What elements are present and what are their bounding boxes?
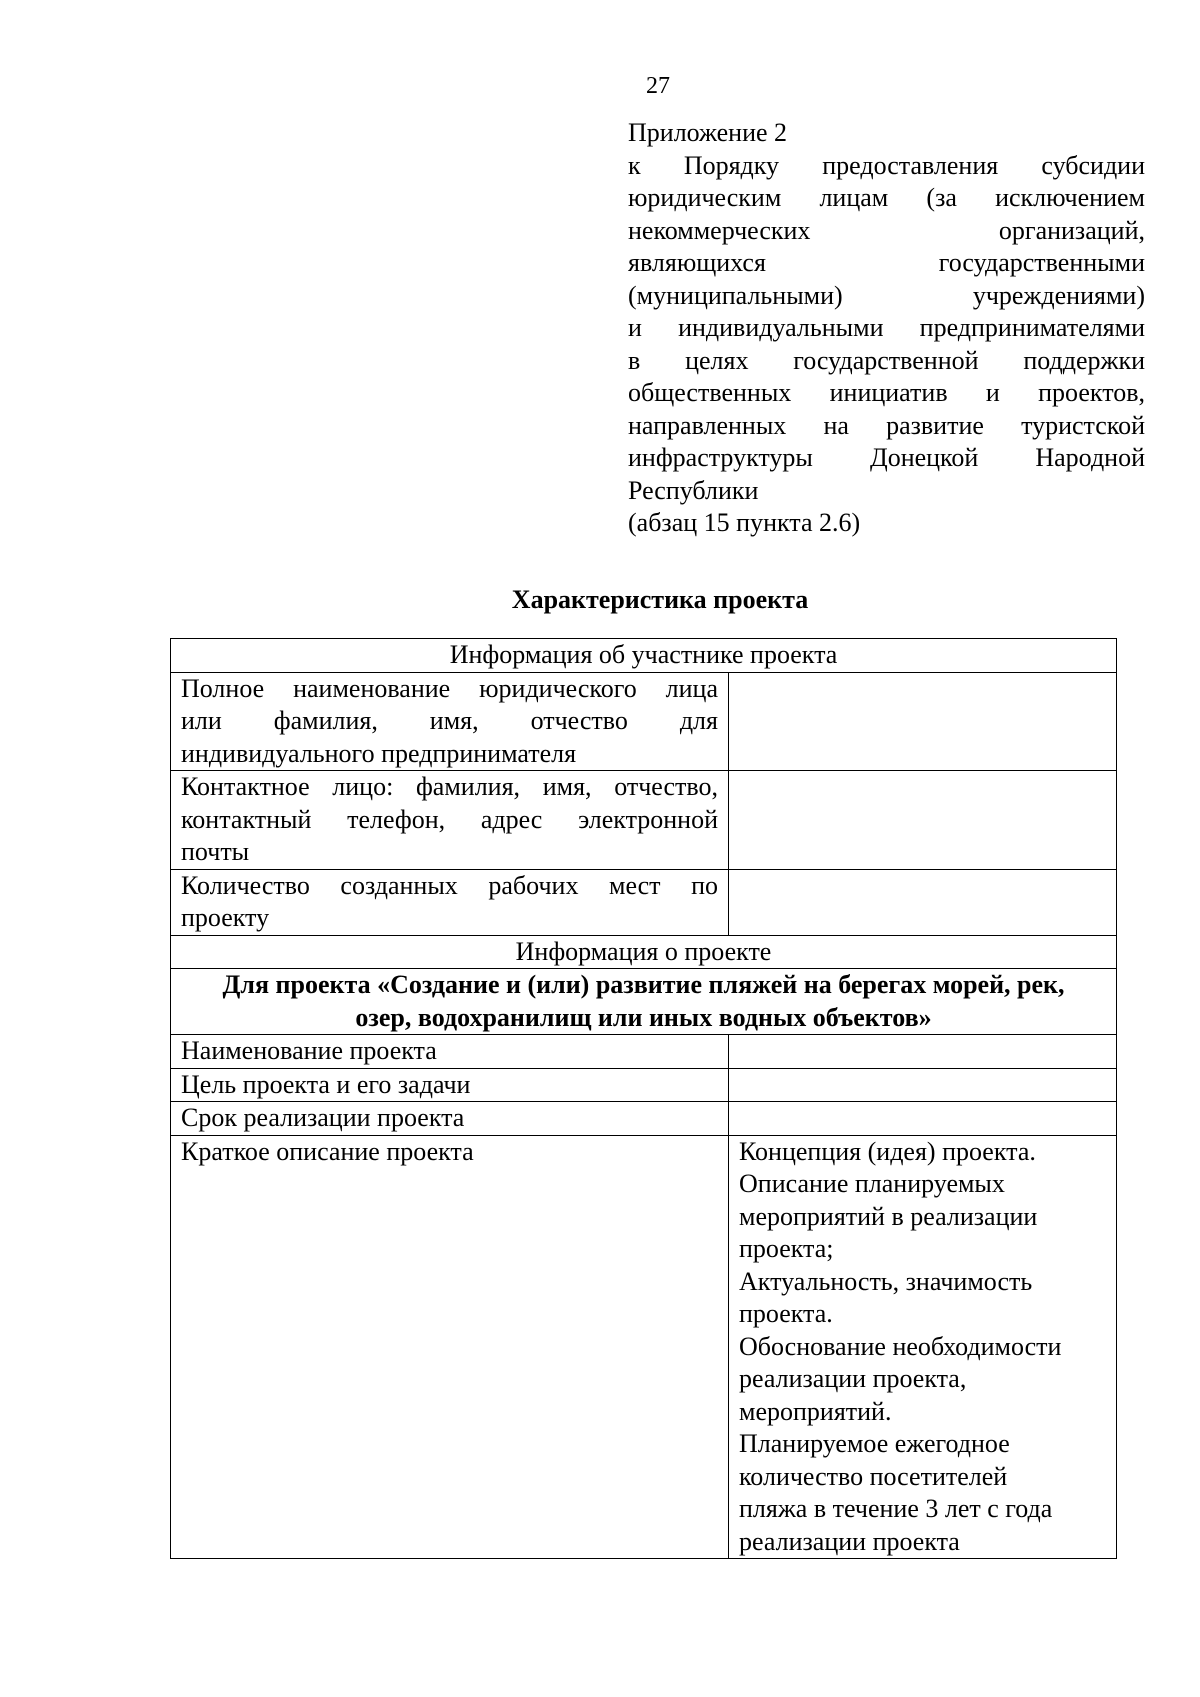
appendix-line: некоммерческих организаций, xyxy=(628,215,1145,245)
appendix-line: общественных инициатив и проектов, xyxy=(628,378,1145,407)
appendix-line: юридическим лицам (за исключением xyxy=(628,183,1145,212)
contact-person-value[interactable] xyxy=(729,771,1117,870)
project-term-value[interactable] xyxy=(729,1102,1117,1136)
project-description-value xyxy=(729,1135,1117,1559)
cell-line: Контактное лицо: фамилия, имя, отчество, xyxy=(181,772,718,801)
cell-line: количество посетителей xyxy=(739,1461,1008,1491)
participant-name-label xyxy=(171,672,729,771)
appendix-line: являющихся государственными xyxy=(628,248,1145,277)
table-row xyxy=(171,1035,1117,1069)
project-type-header xyxy=(171,969,1117,1035)
cell-line: пляжа в течение 3 лет с года xyxy=(739,1494,1053,1523)
page-number: 27 xyxy=(646,73,670,99)
cell-line: мероприятий. xyxy=(739,1396,892,1426)
cell-line: реализации проекта, xyxy=(739,1364,967,1393)
cell-line: реализации проекта xyxy=(739,1526,960,1556)
appendix-line: и индивидуальными предпринимателями xyxy=(628,313,1145,342)
table-section-header-row xyxy=(171,969,1117,1035)
project-goal-value[interactable] xyxy=(729,1068,1117,1102)
cell-line: проекта; xyxy=(739,1234,834,1263)
table-row xyxy=(171,869,1117,935)
jobs-created-label xyxy=(171,869,729,935)
project-goal-label: Цель проекта и его задачи xyxy=(171,1068,729,1102)
cell-line: проекту xyxy=(181,903,270,932)
table-section-header-row xyxy=(171,639,1117,673)
table-row xyxy=(171,1068,1117,1102)
project-name-label: Наименование проекта xyxy=(171,1035,729,1069)
appendix-reference xyxy=(628,117,1145,540)
appendix-line: к Порядку предоставления субсидии xyxy=(628,150,1145,180)
document-title: Характеристика проекта xyxy=(511,585,809,614)
appendix-line: (муниципальными) учреждениями) xyxy=(628,280,1145,310)
project-info-header: Информация о проекте xyxy=(171,935,1117,969)
table-row xyxy=(171,771,1117,870)
cell-line: озер, водохранилищ или иных водных объектов» xyxy=(355,1002,932,1032)
table-row xyxy=(171,1135,1117,1559)
cell-line: проекта. xyxy=(739,1299,833,1328)
project-term-label: Срок реализации проекта xyxy=(171,1102,729,1136)
appendix-line: (абзац 15 пункта 2.6) xyxy=(628,508,861,537)
table-row xyxy=(171,672,1117,771)
participant-name-value[interactable] xyxy=(729,672,1117,771)
cell-line: Для проекта «Создание и (или) развитие пляжей на берегах морей, рек, xyxy=(222,970,1065,999)
appendix-line: в целях государственной поддержки xyxy=(628,345,1145,375)
cell-line: или фамилия, имя, отчество для xyxy=(181,706,718,735)
jobs-created-value[interactable] xyxy=(729,869,1117,935)
cell-line: Количество созданных рабочих мест по xyxy=(181,870,718,900)
project-characteristics-table xyxy=(170,638,1117,1559)
cell-line: мероприятий в реализации xyxy=(739,1201,1038,1231)
appendix-line: направленных на развитие туристской xyxy=(628,410,1145,440)
cell-line: Полное наименование юридического лица xyxy=(181,673,718,703)
cell-line: Описание планируемых xyxy=(739,1169,1005,1198)
table-row xyxy=(171,1102,1117,1136)
cell-line: почты xyxy=(181,837,250,866)
cell-line: Концепция (идея) проекта. xyxy=(739,1136,1036,1166)
appendix-line: инфраструктуры Донецкой Народной xyxy=(628,443,1145,472)
table-section-header-row xyxy=(171,935,1117,969)
project-description-label: Краткое описание проекта xyxy=(171,1135,729,1559)
cell-line: Планируемое ежегодное xyxy=(739,1429,1010,1458)
cell-line: Обоснование необходимости xyxy=(739,1331,1062,1361)
participant-info-header: Информация об участнике проекта xyxy=(171,639,1117,673)
cell-line: Актуальность, значимость xyxy=(739,1266,1033,1296)
cell-line: контактный телефон, адрес электронной xyxy=(181,804,718,834)
appendix-line: Приложение 2 xyxy=(628,118,788,147)
cell-line: индивидуального предпринимателя xyxy=(181,738,577,768)
project-name-value[interactable] xyxy=(729,1035,1117,1069)
appendix-line: Республики xyxy=(628,475,759,505)
contact-person-label xyxy=(171,771,729,870)
